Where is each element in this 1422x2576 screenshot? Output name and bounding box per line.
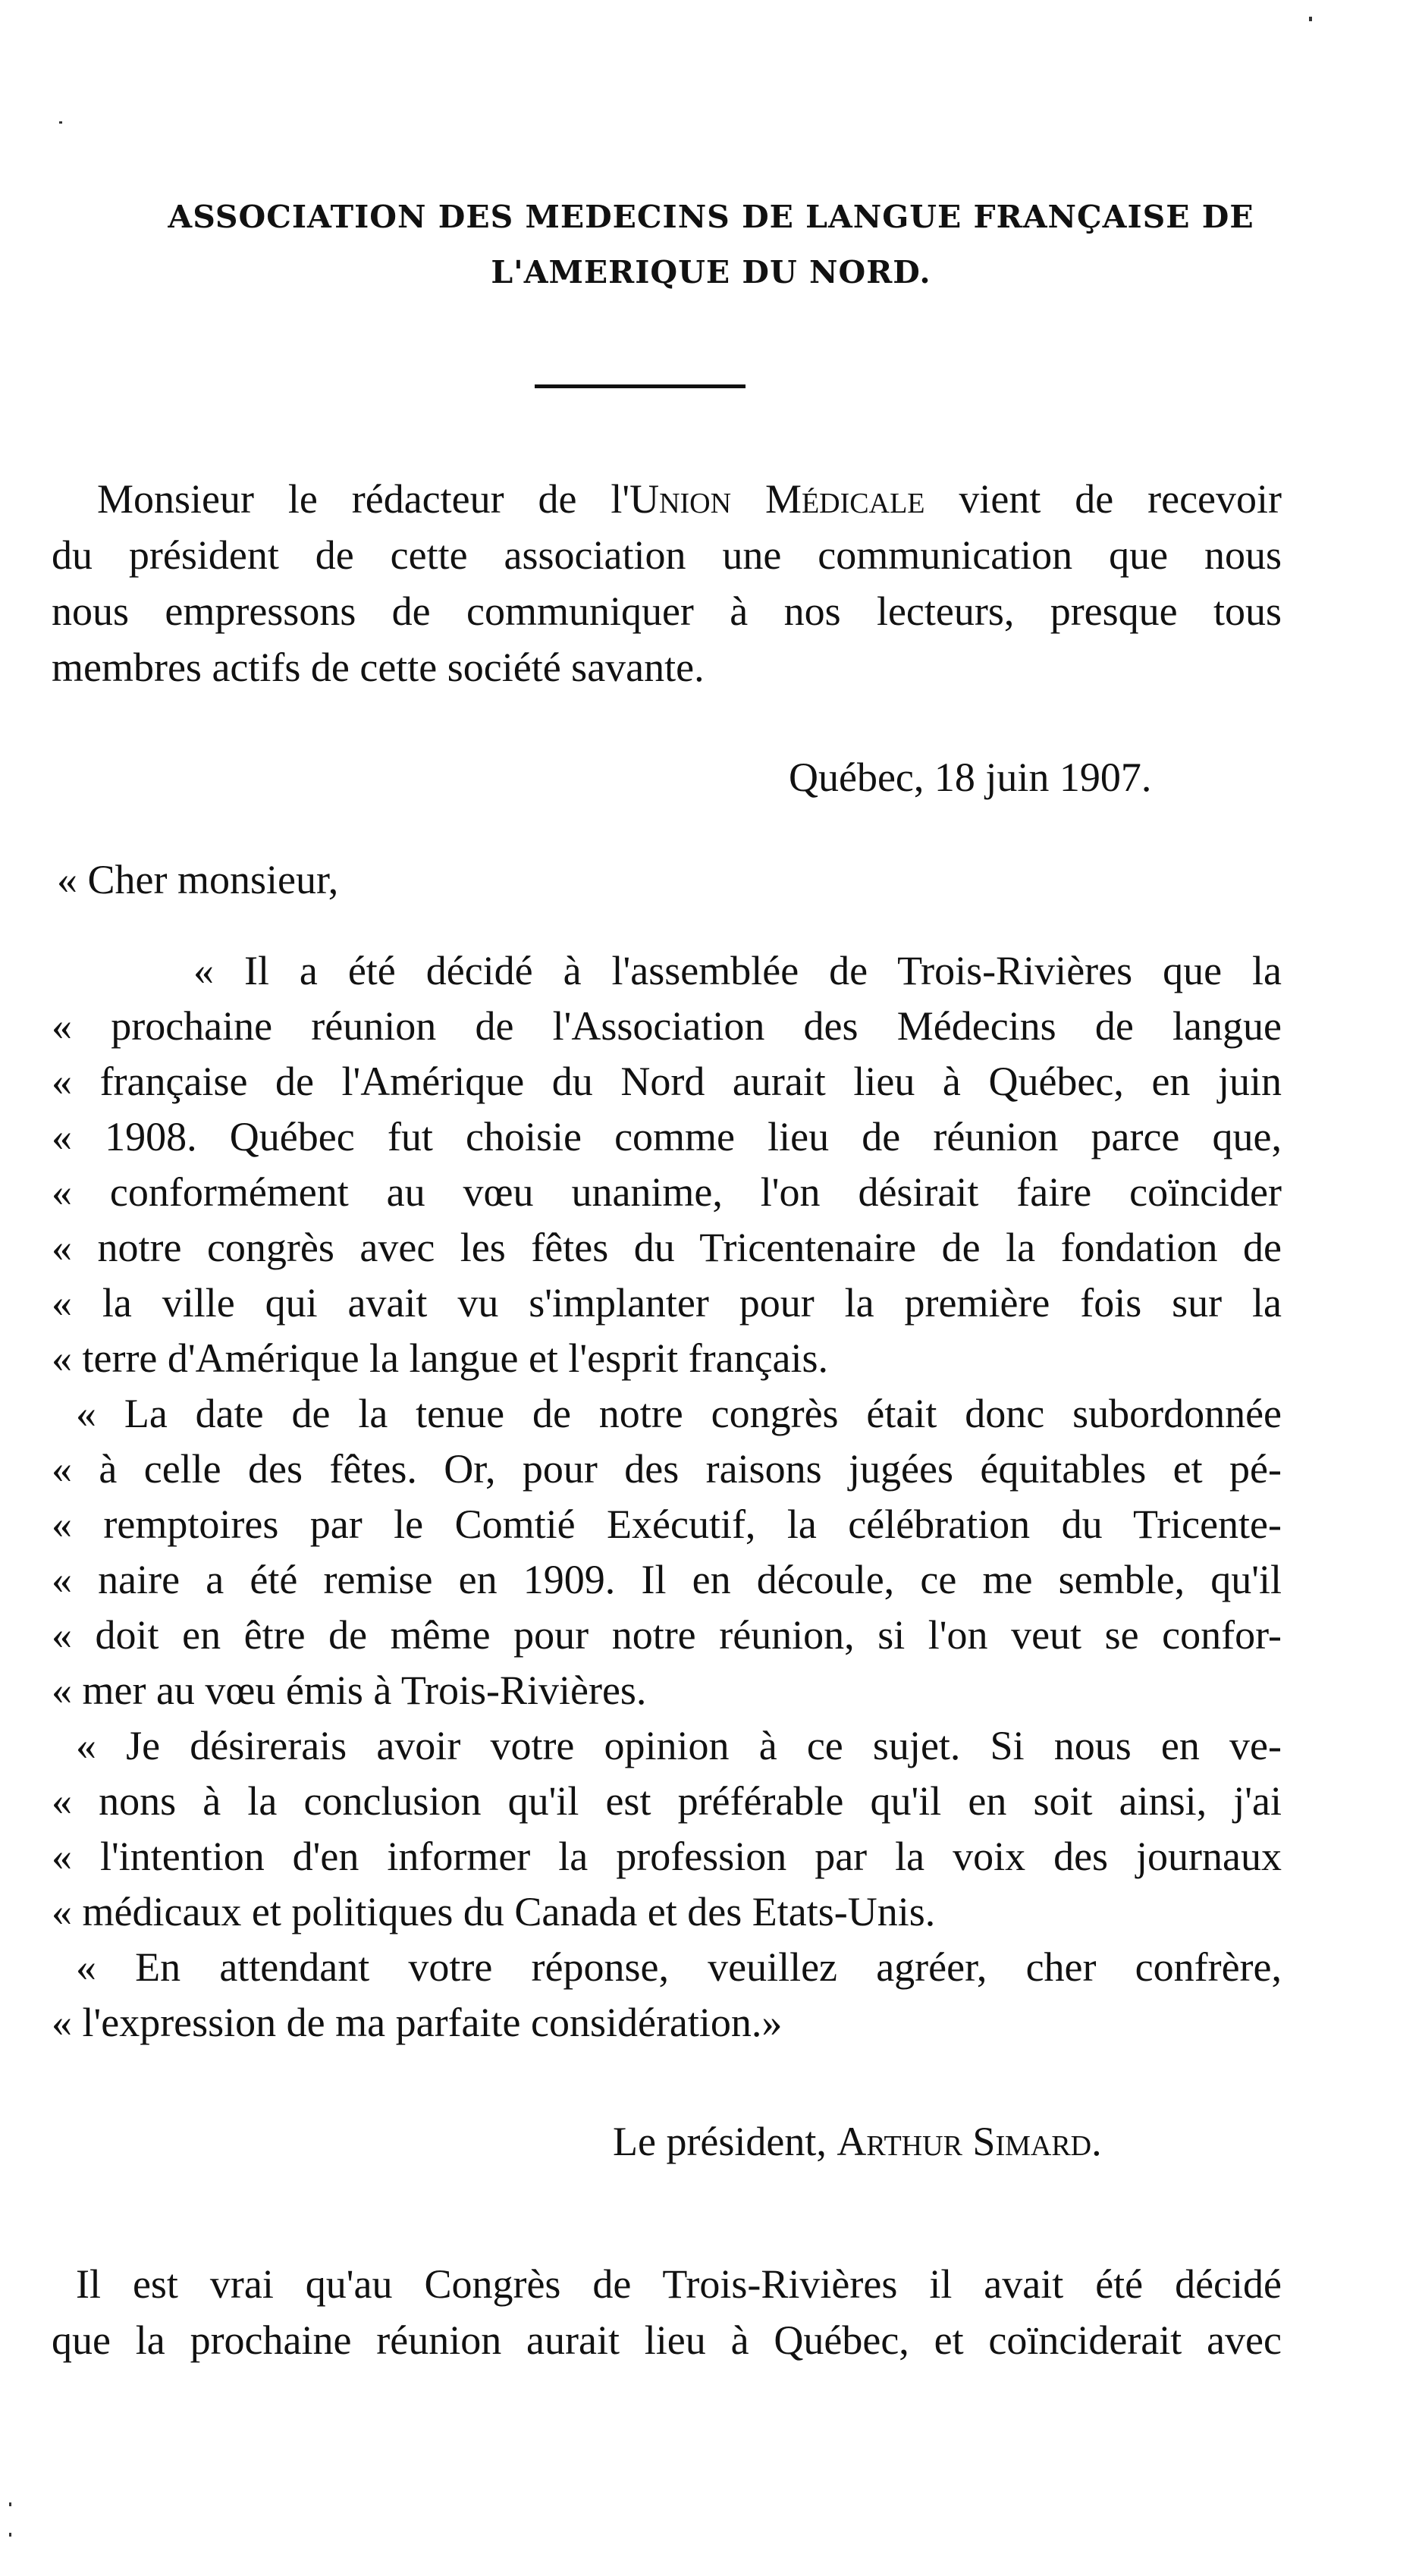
letter-line: « la ville qui avait vu s'implanter pour la première fois sur la bbox=[52, 1280, 1282, 1326]
intro-line-2: du président de cette association une communication que nous bbox=[52, 532, 1282, 578]
journal-name: Union Médicale bbox=[629, 476, 925, 522]
letter-line: « doit en être de même pour notre réunion, si l'on veut se confor- bbox=[52, 1612, 1282, 1658]
letter-line: « prochaine réunion de l'Association des Médecins de langue bbox=[52, 1003, 1282, 1049]
letter-line: « Il a été décidé à l'assemblée de Trois-Rivières que la bbox=[193, 948, 1282, 993]
letter-line: « l'expression de ma parfaite considération.» bbox=[52, 2000, 783, 2045]
letter-line: « française de l'Amérique du Nord aurait lieu à Québec, en juin bbox=[52, 1059, 1282, 1104]
signatory-name: Arthur Simard. bbox=[837, 2119, 1102, 2164]
heading-line-2: L'AMERIQUE DU NORD. bbox=[491, 254, 931, 290]
letter-line: « naire a été remise en 1909. Il en découle, ce me semble, qu'il bbox=[52, 1557, 1282, 1602]
letter-line: « La date de la tenue de notre congrès était donc subordonnée bbox=[76, 1391, 1282, 1436]
intro-line-1: Monsieur le rédacteur de l'Union Médicale vient de recevoir bbox=[97, 476, 1282, 522]
letter-line: « remptoires par le Comtié Exécutif, la célébration du Tricente- bbox=[52, 1501, 1282, 1547]
dateline: Québec, 18 juin 1907. bbox=[789, 755, 1152, 800]
letter-line: « terre d'Amérique la langue et l'esprit français. bbox=[52, 1335, 829, 1381]
letter-line: « nons à la conclusion qu'il est préférable qu'il en soit ainsi, j'ai bbox=[52, 1778, 1282, 1824]
intro-line-4: membres actifs de cette société savante. bbox=[52, 645, 705, 690]
letter-line: « En attendant votre réponse, veuillez agréer, cher confrère, bbox=[76, 1944, 1282, 1990]
scan-speck bbox=[9, 2502, 11, 2506]
closing-line-1: Il est vrai qu'au Congrès de Trois-Rivières il avait été décidé bbox=[76, 2261, 1282, 2307]
scan-speck bbox=[59, 121, 62, 124]
letter-line: « l'intention d'en informer la profession par la voix des journaux bbox=[52, 1834, 1282, 1879]
closing-line-2: que la prochaine réunion aurait lieu à Québec, et coïnciderait avec bbox=[52, 2317, 1282, 2363]
letter-line: « conformément au vœu unanime, l'on désirait faire coïncider bbox=[52, 1169, 1282, 1215]
letter-line: « 1908. Québec fut choisie comme lieu de réunion parce que, bbox=[52, 1114, 1282, 1159]
title-divider bbox=[535, 384, 746, 388]
letter-line: « à celle des fêtes. Or, pour des raisons jugées équitables et pé- bbox=[52, 1446, 1282, 1492]
letter-line: « mer au vœu émis à Trois-Rivières. bbox=[52, 1668, 647, 1713]
scan-speck bbox=[9, 2533, 11, 2537]
scan-speck bbox=[1309, 17, 1312, 21]
letter-line: « médicaux et politiques du Canada et des Etats-Unis. bbox=[52, 1889, 936, 1934]
letter-line: « Je désirerais avoir votre opinion à ce sujet. Si nous en ve- bbox=[76, 1723, 1282, 1768]
salutation: « Cher monsieur, bbox=[57, 857, 339, 902]
letter-line: « notre congrès avec les fêtes du Tricentenaire de la fondation de bbox=[52, 1225, 1282, 1270]
signature: Le président, Arthur Simard. bbox=[613, 2119, 1102, 2164]
heading-line-1: ASSOCIATION DES MEDECINS DE LANGUE FRANÇAISE DE bbox=[168, 199, 1254, 235]
intro-line-3: nous empressons de communiquer à nos lecteurs, presque tous bbox=[52, 588, 1282, 634]
